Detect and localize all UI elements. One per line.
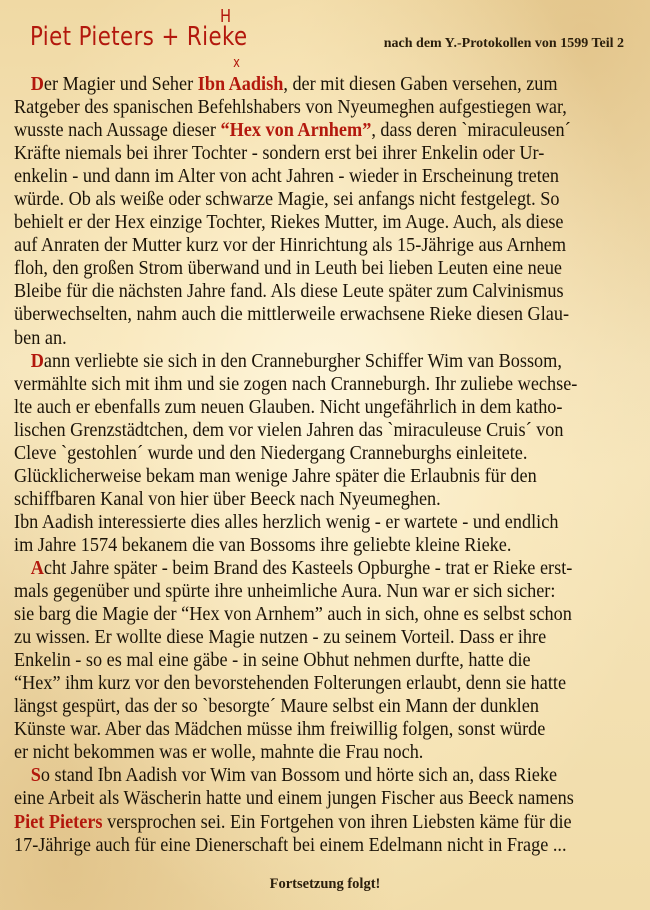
- text-segment: längst gespürt, das der so `besorgte´ Maure selbst ein Mann der dunklen: [14, 696, 539, 718]
- text-segment: cht Jahre später - beim Brand des Kasteels Opburghe - trat er Rieke erst-: [43, 557, 573, 579]
- text-segment: behielt er der Hex einzige Tochter, Riekes Mutter, im Auge. Auch, als diese: [14, 212, 564, 234]
- text-segment: “Hex” ihm kurz vor den bevorstehenden Folterungen erlaubt, denn sie hatte: [14, 673, 567, 695]
- text-segment: schiffbaren Kanal von hier über Beeck nach Nyeumeghen.: [14, 488, 441, 510]
- text-segment: zu wissen. Er wollte diese Magie nutzen - zu seinem Vorteil. Dass er ihre: [14, 627, 547, 649]
- paragraph-initial: S: [30, 765, 41, 787]
- text-segment: lte auch er ebenfalls zum neuen Glauben. Nicht ungefährlich in dem katho-: [14, 396, 563, 418]
- title-x-mark: x: [233, 55, 241, 71]
- text-segment: Künste war. Aber das Mädchen müsse ihm freiwillig folgen, sonst würde: [14, 719, 546, 741]
- text-segment: im Jahre 1574 bekanem die van Bossoms ihre geliebte kleine Rieke.: [14, 534, 512, 556]
- text-segment: 17-Jährige auch für eine Dienerschaft bei einem Edelmann nicht in Frage ...: [14, 834, 567, 856]
- text-segment: Kräfte niemals bei ihrer Tochter - sondern erst bei ihrer Enkelin oder Ur-: [14, 143, 545, 165]
- title-part-one: Piet Pieters + Ri: [30, 22, 209, 52]
- paragraph: [14, 764, 638, 856]
- text-segment: würde. Ob als weiße oder schwarze Magie, sei anfangs nicht festgelegt. So: [14, 189, 560, 211]
- handwritten-title: [30, 6, 248, 71]
- text-segment: Glücklicherweise bekam man wenige Jahre später die Erlaubnis für den: [14, 465, 537, 487]
- text-segment: enkelin - und dann im Alter von acht Jahren - wieder in Erscheinung treten: [14, 166, 559, 188]
- title-rest: ke: [222, 22, 248, 52]
- text-segment: o stand Ibn Aadish vor Wim van Bossom und hörte sich an, dass Rieke: [40, 765, 558, 787]
- text-segment: , dass deren `miraculeusen´: [371, 120, 571, 142]
- paragraph: [14, 350, 638, 511]
- title-inserted-letter: H: [219, 6, 232, 27]
- highlighted-name: “Hex von Arnhem”: [220, 120, 372, 142]
- title-struck-letter: e: [208, 22, 223, 52]
- text-segment: mals gegenüber und spürte ihre unheimliche Aura. Nun war er sich sicher:: [14, 581, 556, 603]
- paragraph-initial: D: [30, 74, 44, 95]
- text-segment: eine Arbeit als Wäscherin hatte und einem jungen Fischer aus Beeck namens: [14, 788, 574, 810]
- text-segment: floh, den großen Strom überwand und in Leuth bei lieben Leuten eine neue: [14, 258, 563, 280]
- continuation-note: Fortsetzung folgt!: [269, 876, 381, 892]
- text-segment: überwechselten, nahm auch die mittlerweile erwachsene Rieke diesen Glau-: [14, 304, 570, 326]
- document-subtitle: nach dem Y.-Protokollen von 1599 Teil 2: [383, 36, 624, 51]
- text-segment: Bleibe für die nächsten Jahre fand. Als diese Leute später zum Calvinismus: [14, 281, 564, 303]
- text-segment: Ibn Aadish interessierte dies alles herzlich wenig - er wartete - und endlich: [14, 511, 559, 533]
- page-header: [30, 0, 630, 70]
- paragraph: [14, 73, 638, 350]
- text-segment: wusste nach Aussage dieser: [14, 120, 221, 142]
- paragraph: [14, 557, 638, 764]
- story-text: [14, 73, 638, 857]
- paragraph: [14, 511, 638, 557]
- text-segment: ben an.: [14, 327, 67, 349]
- highlighted-name: Ibn Aadish: [197, 74, 284, 95]
- text-segment: auf Anraten der Mutter kurz vor der Hinrichtung als 15-Jährige aus Arnhem: [14, 235, 567, 257]
- text-segment: versprochen sei. Ein Fortgehen von ihren Liebsten käme für die: [102, 811, 572, 833]
- text-segment: Enkelin - so es mal eine gäbe - in seine Obhut nehmen durfte, hatte die: [14, 650, 531, 672]
- text-segment: sie barg die Magie der “Hex von Arnhem” auch in sich, ohne es selbst schon: [14, 604, 572, 626]
- text-segment: Ratgeber des spanischen Befehlshabers von Nyeumeghen aufgestiegen war,: [14, 97, 567, 119]
- paragraph-initial: A: [30, 557, 44, 579]
- text-segment: , der mit diesen Gaben versehen, zum: [283, 74, 558, 95]
- text-segment: er nicht bekommen was er wolle, mahnte die Frau noch.: [14, 742, 424, 764]
- text-segment: er Magier und Seher: [43, 74, 198, 95]
- highlighted-name: Piet Pieters: [14, 811, 103, 833]
- text-segment: Cleve `gestohlen´ wurde und den Niedergang Cranneburghs einleitete.: [14, 442, 528, 464]
- paragraph-initial: D: [30, 350, 44, 372]
- text-segment: ann verliebte sie sich in den Cranneburgher Schiffer Wim van Bossom,: [43, 350, 562, 372]
- text-segment: lischen Grenzstädtchen, dem vor vielen Jahren das `miraculeuse Cruis´ von: [14, 419, 564, 441]
- text-segment: vermählte sich mit ihm und sie zogen nach Cranneburgh. Ihr zuliebe wechse-: [14, 373, 578, 395]
